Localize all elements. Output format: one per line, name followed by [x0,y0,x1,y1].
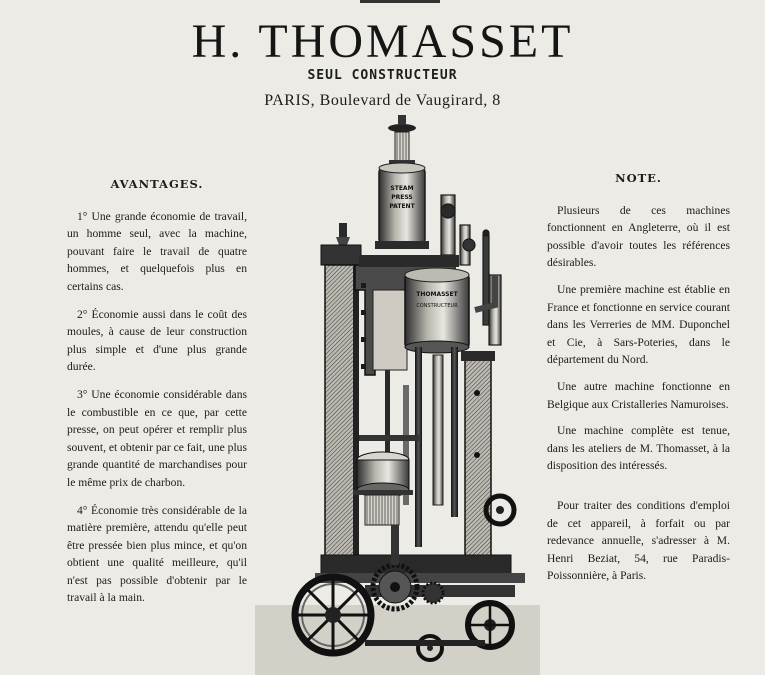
cylinder-label: STEAM [390,185,414,192]
header-title: H. THOMASSET [191,15,574,68]
note-paragraph: Une autre machine fonctionne en Belgique aux Cristalleries Namuroises. [547,379,730,411]
cylinder-label: PATENT [389,203,415,210]
floor-rail [365,640,485,646]
right-frame-column [461,351,495,560]
page-edge-mark [360,0,440,3]
advantage-paragraph: 1° Une grande économie de travail, un homme seul, avec la machine, pouvant faire le travail de quatre hommes, et quelquefois plus en certains cas. [67,209,247,293]
advantage-paragraph: 2° Économie aussi dans le coût des moules, à cause de leur construction plus simple et d'une plus grande durée. [67,307,247,374]
advantages-heading: AVANTAGES. [110,177,204,191]
note-heading: NOTE. [615,171,662,185]
advantage-paragraph: 4° Économie très considérable de la matière première, attendu qu'elle peut être pressée bien plus mince, et qu'on obtient une qualité meilleure, qu'il n'est pas possible d'obtenir par le travail à la main. [67,503,247,605]
note-column [547,170,730,594]
note-paragraph: Une machine complète est tenue, dans les ateliers de M. Thomasset, à la disposition des intéressés. [547,424,730,473]
top-handwheel [388,115,416,168]
steam-cylinder [375,163,429,249]
header-subtitle: SEUL CONSTRUCTEUR [307,68,458,83]
note-paragraph: Plusieurs de ces machines fonctionnent en Angleterre, où il est possible d'avoir toutes les références désirables. [547,203,730,270]
steam-press-engraving [255,115,540,675]
cylinder-label: PRESS [391,194,413,201]
note-paragraph: Pour traiter des conditions d'emploi de cet appareil, à forfait ou par redevance annuelle, s'adresser à M. Henri Beziat, 54, rue Paradis-Poissonnière, à Paris. [547,498,730,583]
advantage-paragraph: 3° Une économie considérable dans le combustible en ce que, par cette presse, on peut opérer et remplir plus souvent, et obtenir par ce fait, une plus grande quantité de marchandises pour le même prix de charbon. [67,387,247,489]
header-address: PARIS, Boulevard de Vaugirard, 8 [264,92,501,109]
note-paragraph: Une première machine est établie en France et fonctionne en service courant dans les Verreries de MM. Duponchel et Cie, à Sars-Poteries, dans le département du Nord. [547,282,730,367]
drum-label: CONSTRUCTEUR [416,303,458,309]
drum-label: THOMASSET [416,291,458,298]
flywheel-left [295,577,371,653]
press-drum [405,268,469,353]
advantages-column [67,176,247,617]
